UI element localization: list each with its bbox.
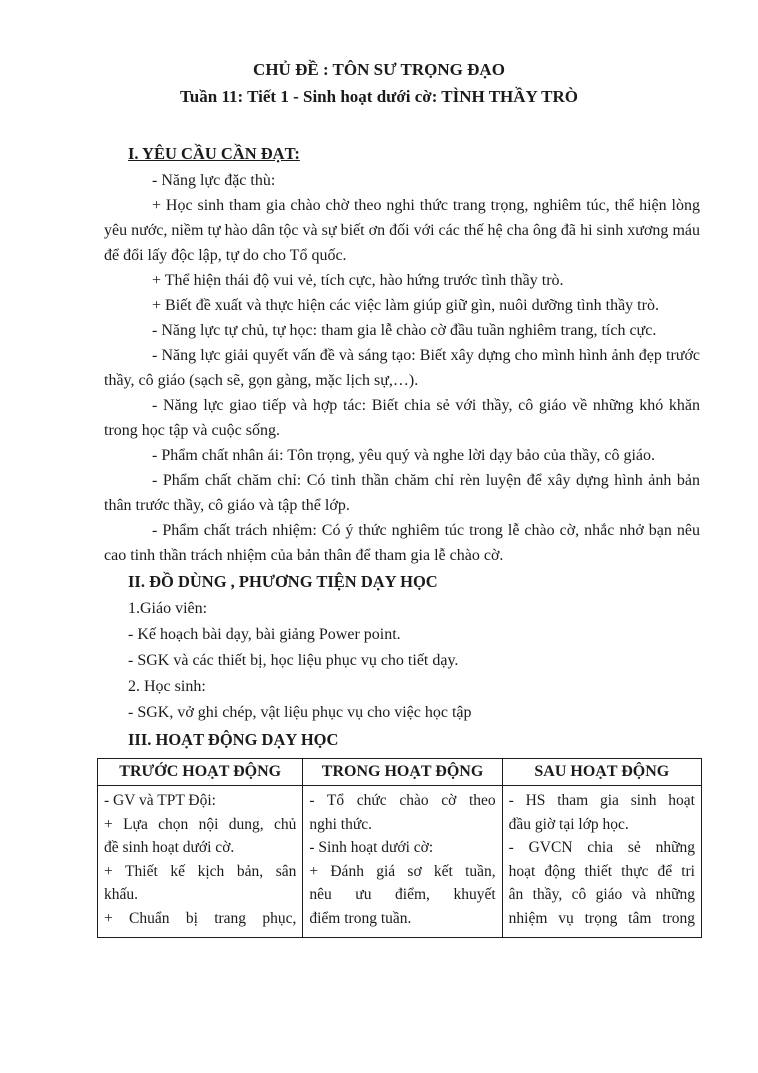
cell-line: điểm trong tuần.: [309, 909, 412, 927]
document-body: [104, 140, 700, 938]
cell-during-activity: [303, 786, 502, 938]
cell-line: - Tổ chức chào cờ theo: [309, 792, 496, 809]
paragraph: - Phẩm chất nhân ái: Tôn trọng, yêu quý và nghe lời dạy bảo của thầy, cô giáo.: [152, 447, 655, 464]
doc-subtitle: Tuần 11: Tiết 1 - Sinh hoạt dưới cờ: TÌNH THẦY TRÒ: [180, 87, 578, 106]
table-header-before: TRƯỚC HOẠT ĐỘNG: [98, 759, 303, 786]
cell-line: nêu ưu điểm, khuyết: [309, 886, 496, 903]
cell-line: ân thầy, cô giáo và những: [508, 886, 695, 903]
paragraph: - Năng lực giải quyết vấn đề và sáng tạo: Biết xây dựng cho mình hình ảnh đẹp trước thầy, cô giáo (sạch sẽ, gọn gàng, mặc lịch sự,…).: [104, 347, 700, 389]
cell-line: - GVCN chia sẻ những: [508, 839, 695, 856]
table-row: [98, 786, 702, 938]
cell-line: + Thiết kế kịch bản, sân: [104, 862, 297, 880]
cell-line: khấu.: [104, 886, 139, 903]
line-item: - SGK, vở ghi chép, vật liệu phục vụ cho việc học tập: [128, 704, 472, 721]
paragraph: + Thể hiện thái độ vui vẻ, tích cực, hào hứng trước tình thầy trò.: [152, 272, 564, 289]
paragraph: - Năng lực giao tiếp và hợp tác: Biết chia sẻ với thầy, cô giáo về những khó khăn trong học tập và cuộc sống.: [104, 397, 700, 439]
line-item: 2. Học sinh:: [128, 678, 206, 695]
table-header-during: TRONG HOẠT ĐỘNG: [303, 759, 502, 786]
section-heading-activities: III. HOẠT ĐỘNG DẠY HỌC: [128, 730, 339, 749]
cell-line: - HS tham gia sinh hoạt: [508, 792, 695, 809]
paragraph: - Năng lực tự chủ, tự học: tham gia lễ chào cờ đầu tuần nghiêm trang, tích cực.: [152, 322, 657, 339]
activities-table: [97, 758, 702, 938]
table-header-after: SAU HOẠT ĐỘNG: [502, 759, 701, 786]
cell-line: + Chuẩn bị trang phục,: [104, 909, 297, 927]
cell-line: hoạt động thiết thực để tri: [508, 862, 695, 880]
cell-line: đầu giờ tại lớp học.: [508, 815, 629, 833]
paragraph: - Năng lực đặc thù:: [152, 172, 276, 189]
cell-line: - Sinh hoạt dưới cờ:: [309, 839, 434, 856]
paragraph: - Phẩm chất chăm chỉ: Có tinh thần chăm chỉ rèn luyện để xây dựng hình ảnh bản thân trước thầy, cô giáo và tập thể lớp.: [104, 472, 700, 514]
line-item: - Kế hoạch bài dạy, bài giảng Power point.: [128, 626, 401, 643]
cell-before-activity: [98, 786, 303, 938]
cell-line: nhiệm vụ trọng tâm trong: [508, 909, 695, 927]
section-heading-requirements: I. YÊU CẦU CẦN ĐẠT:: [128, 144, 300, 163]
line-item: 1.Giáo viên:: [128, 600, 208, 617]
document-title-block: [0, 56, 758, 110]
paragraph: - Phẩm chất trách nhiệm: Có ý thức nghiêm túc trong lễ chào cờ, nhắc nhở bạn nêu cao tinh thần trách nhiệm của bản thân để tham gia lễ chào cờ.: [104, 522, 700, 564]
section-heading-materials: II. ĐỒ DÙNG , PHƯƠNG TIỆN DẠY HỌC: [128, 572, 438, 591]
cell-line: đề sinh hoạt dưới cờ.: [104, 839, 235, 856]
table-header-row: [98, 759, 702, 786]
line-item: - SGK và các thiết bị, học liệu phục vụ cho tiết dạy.: [128, 652, 459, 669]
cell-after-activity: [502, 786, 701, 938]
paragraph: + Học sinh tham gia chào chờ theo nghi thức trang trọng, nghiêm túc, thể hiện lòng yêu nước, niềm tự hào dân tộc và sự biết ơn đối với các thế hệ cha ông đã hi sinh xương máu để đổi lấy độc lập, tự do cho Tổ quốc.: [104, 197, 700, 264]
cell-line: + Đánh giá sơ kết tuần,: [309, 862, 496, 880]
doc-title: CHỦ ĐỀ : TÔN SƯ TRỌNG ĐẠO: [253, 60, 505, 79]
cell-line: + Lựa chọn nội dung, chủ: [104, 815, 297, 833]
paragraph: + Biết đề xuất và thực hiện các việc làm giúp giữ gìn, nuôi dưỡng tình thầy trò.: [152, 297, 659, 314]
cell-line: nghi thức.: [309, 815, 373, 833]
cell-line: - GV và TPT Đội:: [104, 792, 216, 809]
